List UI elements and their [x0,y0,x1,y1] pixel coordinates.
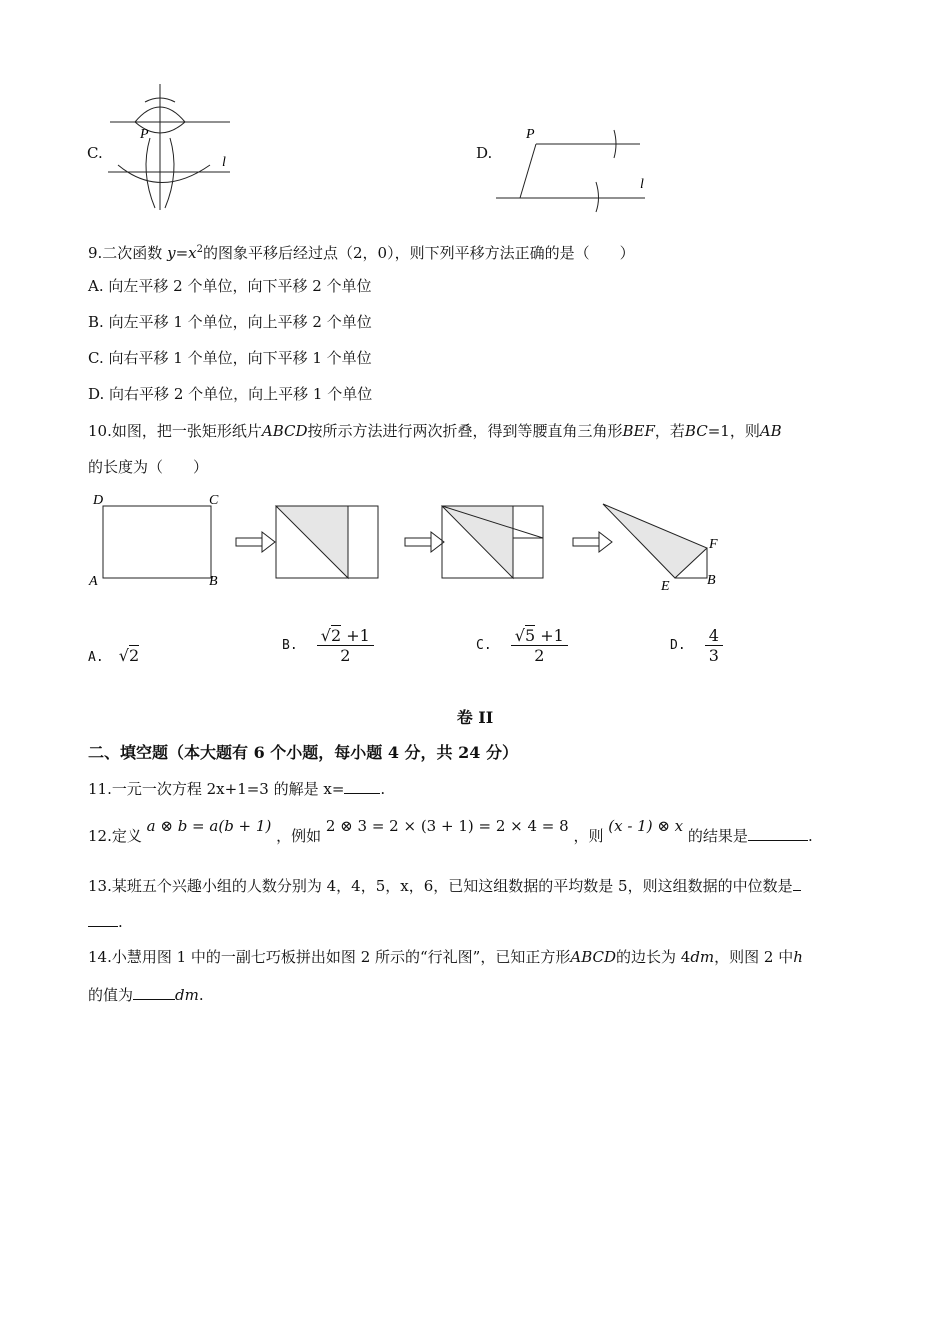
q9-option-b: B. 向左平移 1 个单位，向上平移 2 个单位 [88,313,372,331]
q9-stem: 9.二次函数 $y=x^2$的图象平移后经过点（2，0），则下列平移方法正确的是（ ） [88,244,635,262]
q13-answer-blank[interactable] [88,912,118,927]
svg-text:B: B [707,573,716,588]
q10-option-c: C. $\frac{√5 +1}{2}$ [476,626,568,665]
q10-final-triangle [603,504,718,594]
q10-stem-line1: 10.如图，把一张矩形纸片ABCD按所示方法进行两次折叠，得到等腰直角三角形BEF，若BC=1，则AB [88,422,782,440]
q10-option-d: D. $\frac{4}{3}$ [670,626,723,665]
q10-arrow-1 [236,532,275,552]
q9-option-d: D. 向右平移 2 个单位，向上平移 1 个单位 [88,385,373,403]
q14-line1: 14.小慧用图 1 中的一副七巧板拼出如图 2 所示的“行礼图”，已知正方形ABCD的边长为 4dm，则图 2 中h [88,948,803,966]
q10-rectangle [103,506,211,578]
q14-answer-blank[interactable] [133,985,175,1000]
svg-text:E: E [661,579,670,594]
q12-answer-blank[interactable] [748,826,808,841]
q12: 12.定义 a ⊗ b = a(b + 1) ，例如 2 ⊗ 3 = 2 × (3 + 1) = 2 × 4 = 8 ，则 (x - 1) ⊗ x 的结果是 . [88,817,813,845]
q8-d-line-l: l [640,177,644,192]
q10-folding-figure [85,488,735,598]
svg-text:F: F [709,537,718,552]
q8-d-point-p: P [526,127,535,142]
q9-option-a: A. 向左平移 2 个单位，向下平移 2 个单位 [88,277,372,295]
q8-c-point-p: P [140,127,149,142]
q13-line2: . [88,912,123,932]
svg-text:B: B [209,574,218,589]
q8-option-c-label: C. [87,144,103,162]
q10-stem-line2: 的长度为（ ） [88,458,209,476]
svg-text:A: A [89,574,98,589]
q8-option-d-label: D. [476,144,493,162]
q10-option-a: A. √2 [88,646,140,665]
q8-option-c-figure [100,80,240,215]
svg-text:C: C [209,493,219,508]
q10-arrow-2 [405,532,444,552]
q10-step-3 [442,506,543,578]
q9-option-c: C. 向右平移 1 个单位，向下平移 1 个单位 [88,349,372,367]
q11-answer-blank[interactable] [344,779,380,794]
q13-line1: 13.某班五个兴趣小组的人数分别为 4，4，5，x，6，已知这组数据的平均数是 5，则这组数据的中位数是 [88,876,801,896]
q8-c-line-l: l [222,155,226,170]
svg-text:D: D [93,493,104,508]
q11: 11.一元一次方程 2x+1=3 的解是 x= . [88,780,386,798]
section-heading: 二、填空题（本大题有 6 个小题，每小题 4 分，共 24 分） [88,743,518,762]
q10-arrow-3 [573,532,612,552]
q10-option-b: B. $\frac{√2 +1}{2}$ [282,626,374,665]
q8-option-d-figure [490,120,660,215]
q14-line2: 的值为 dm. [88,986,204,1004]
q10-step-2 [276,506,378,578]
volume-title: 卷 II [456,708,494,727]
